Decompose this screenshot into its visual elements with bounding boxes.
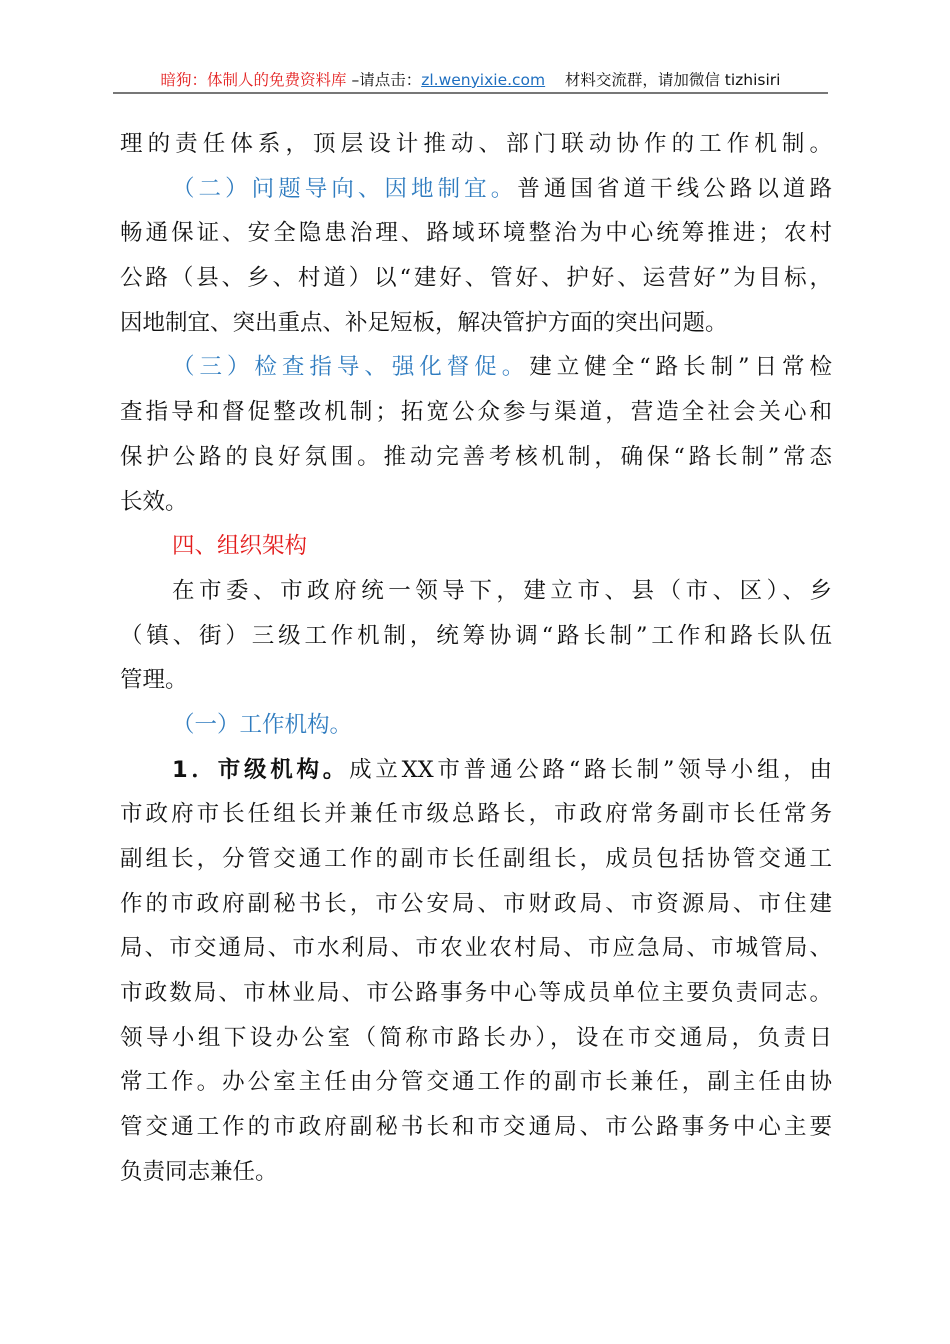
document-body [120, 122, 832, 1195]
text-span: 普通国省道干线公路以道路 [517, 175, 832, 202]
text-span: 建立健全“路长制”日常检 [529, 354, 832, 381]
text-line: 理的责任体系，顶层设计推动、部门联动协作的工作机制。 [120, 131, 832, 157]
header-site-name: 暗狗：体制人的免费资料库 [160, 71, 347, 89]
text-line: 公路（县、乡、村道）以“建好、管好、护好、运营好”为目标， [120, 265, 832, 292]
header-wechat: 材料交流群，请加微信 tizhisiri [545, 71, 781, 89]
text-line: 保护公路的良好氛围。推动完善考核机制，确保“路长制”常态 [120, 443, 832, 470]
text-line: 局、市交通局、市水利局、市农业农村局、市应急局、市城管局、 [120, 935, 832, 962]
header-prompt: –请点击： [346, 71, 422, 89]
text-line: 管交通工作的市政府副秘书长和市交通局、市公路事务中心主要 [120, 1114, 832, 1141]
text-line: 管理。 [120, 667, 188, 694]
subheading-3: （三）检查指导、强化督促。 [172, 354, 530, 381]
bold-label: 1．市级机构。 [172, 756, 350, 783]
page-header [113, 68, 828, 94]
text-line [120, 345, 832, 390]
text-line: 常工作。办公室主任由分管交通工作的副市长兼任，副主任由协 [120, 1069, 832, 1096]
text-span: 成立XX市普通公路“路长制”领导小组，由 [349, 756, 832, 783]
header-link[interactable]: zl.wenyixie.com [421, 71, 546, 89]
text-line: 因地制宜、突出重点、补足短板，解决管护方面的突出问题。 [120, 309, 728, 336]
text-line [120, 748, 832, 793]
text-line: 市政数局、市林业局、市公路事务中心等成员单位主要负责同志。 [120, 980, 832, 1007]
text-line: 副组长，分管交通工作的副市长任副组长，成员包括协管交通工 [120, 846, 832, 872]
text-line: 长效。 [120, 488, 188, 515]
text-line: 领导小组下设办公室（简称市路长办），设在市交通局，负责日 [120, 1024, 832, 1051]
text-line: 负责同志兼任。 [120, 1158, 278, 1185]
section-heading-4: 四、组织架构 [172, 533, 308, 560]
text-line: 市政府市长任组长并兼任市级总路长，市政府常务副市长任常务 [120, 801, 832, 828]
text-line: 在市委、市政府统一领导下，建立市、县（市、区）、乡 [172, 577, 832, 604]
text-line [120, 167, 832, 212]
text-line: 查指导和督促整改机制；拓宽公众参与渠道，营造全社会关心和 [120, 399, 832, 426]
text-line: 作的市政府副秘书长，市公安局、市财政局、市资源局、市住建 [120, 890, 832, 917]
text-line: （镇、街）三级工作机制，统筹协调“路长制”工作和路长队伍 [120, 622, 832, 649]
subheading-2: （二）问题导向、因地制宜。 [172, 175, 518, 202]
subheading-1: （一）工作机构。 [172, 711, 353, 738]
text-line: 畅通保证、安全隐患治理、路域环境整治为中心统筹推进；农村 [120, 220, 832, 247]
